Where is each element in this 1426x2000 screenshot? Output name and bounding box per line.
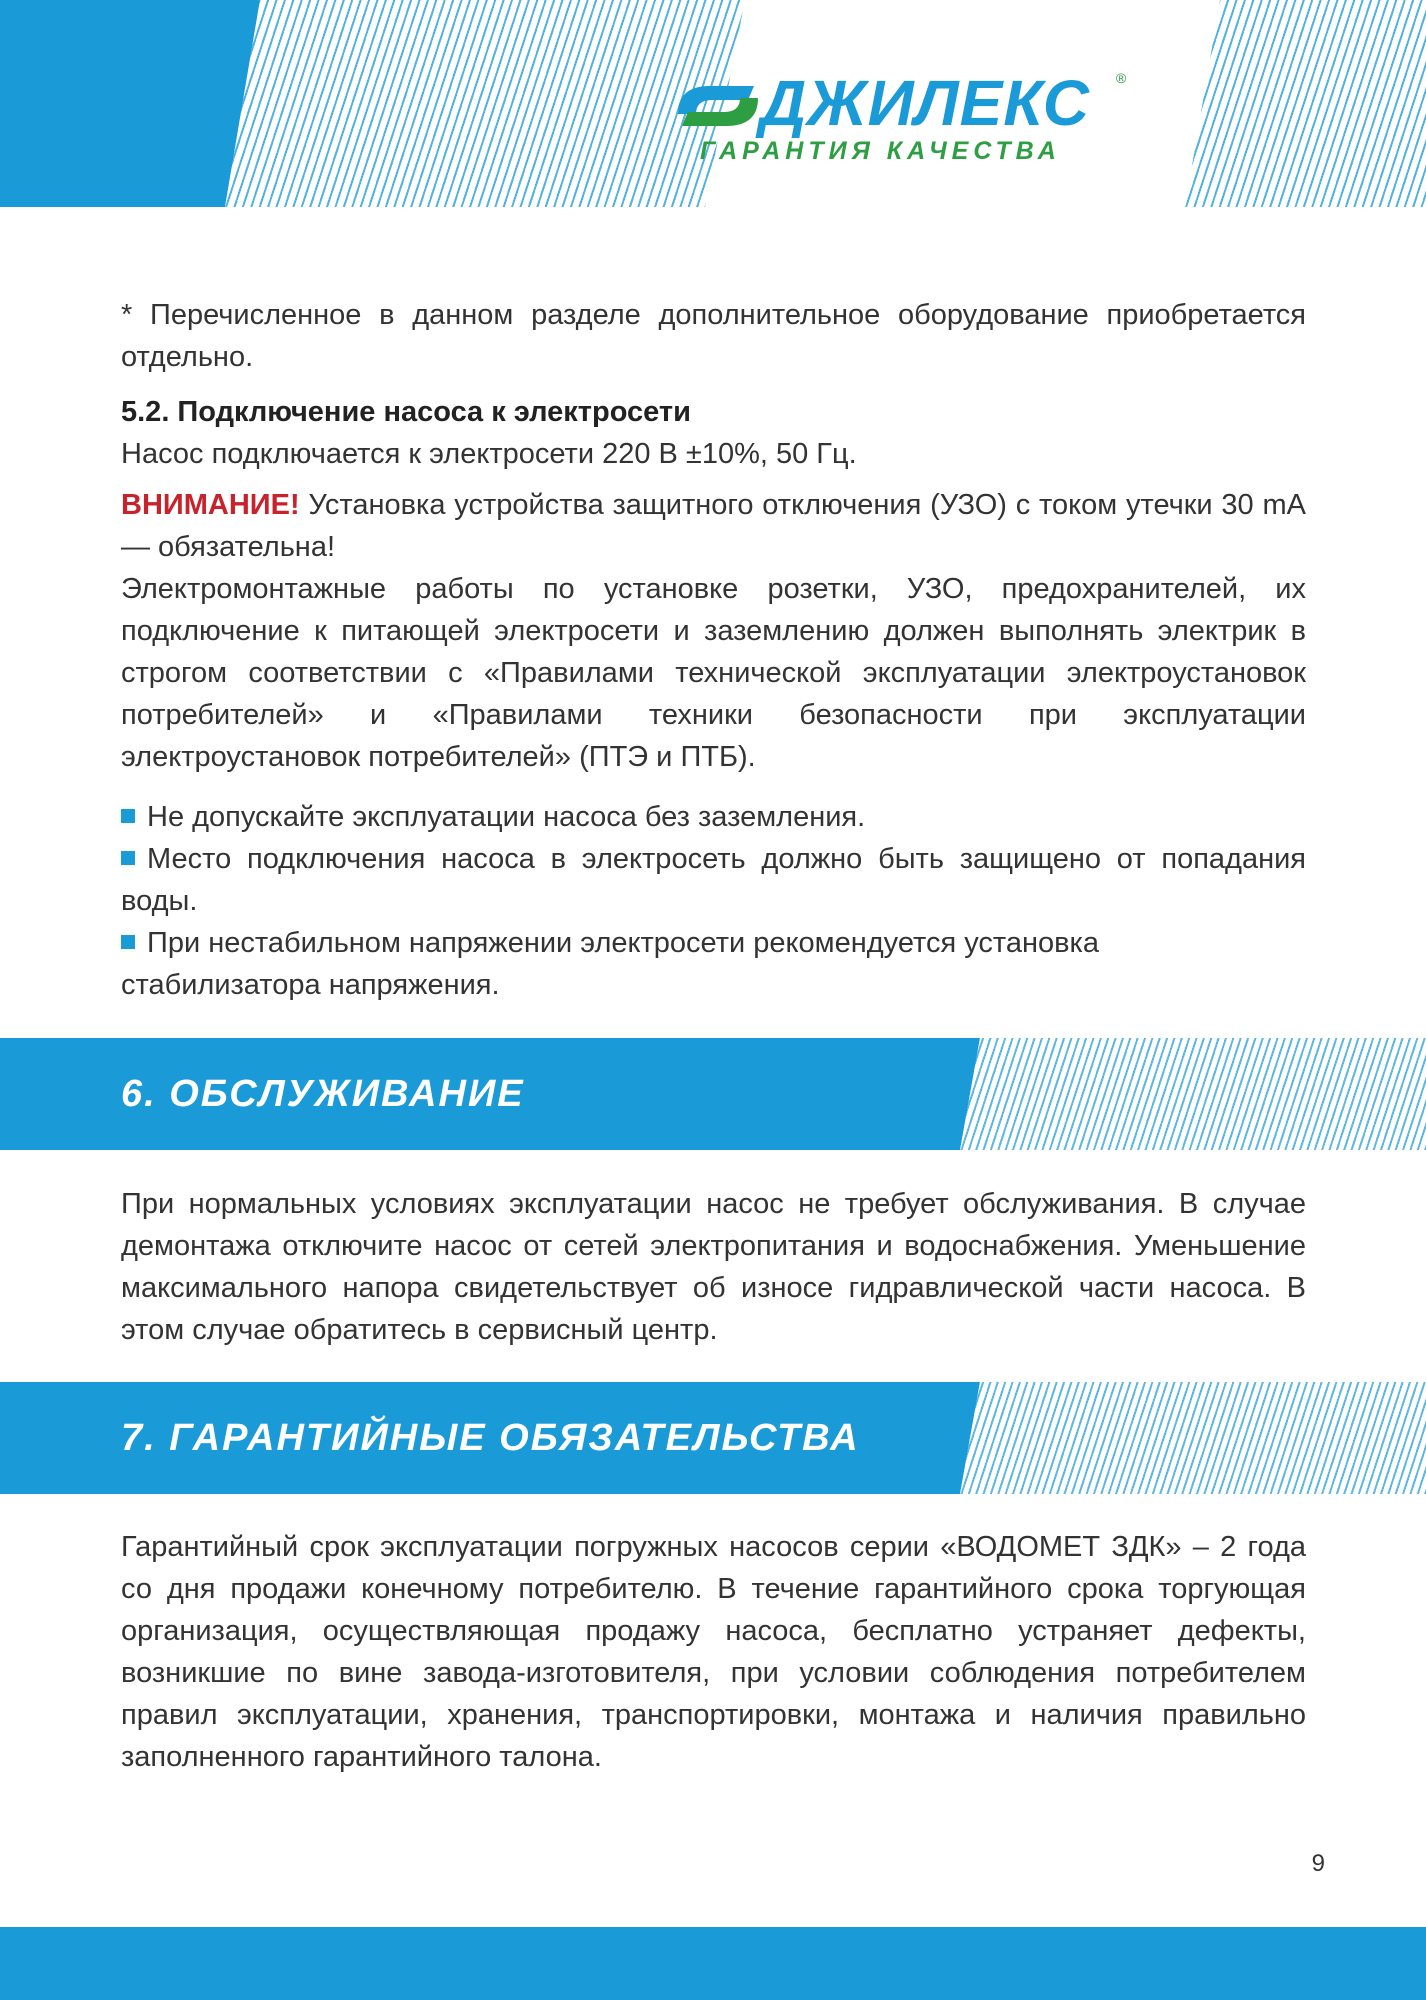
- logo-name: ДЖИЛЕКС: [760, 67, 1090, 139]
- bullet-square-icon: [121, 809, 135, 823]
- list-item-text: Не допускайте эксплуатации насоса без заземления.: [147, 801, 866, 833]
- section-6-banner: [0, 1038, 1426, 1150]
- electrical-works-paragraph: Электромонтажные работы по установке розетки, УЗО, предохранителей, их подключение к питающей электросети и заземлению должен выполнять электрик в строгом соответствии с «Правилами технической эксплуатации электроустановок потребителей» и «Правилами техники безопасности при эксплуатации электроустановок потребителей» (ПТЭ и ПТБ).: [121, 573, 1306, 773]
- bullet-square-icon: [121, 935, 135, 949]
- attention-text: Установка устройства защитного отключения (УЗО) с током утечки 30 mA — обязательна!: [121, 489, 1306, 563]
- header-stripes-right: [1185, 0, 1426, 207]
- page-header: [0, 0, 1426, 207]
- bullet-square-icon: [121, 851, 135, 865]
- page-number: 9: [1311, 1850, 1325, 1877]
- note-paragraph: * Перечисленное в данном разделе дополнительное оборудование приобретается отдельно.: [121, 299, 1306, 373]
- attention-label: ВНИМАНИЕ!: [121, 489, 300, 521]
- section-7-banner: [0, 1382, 1426, 1494]
- footer-bar: [0, 1927, 1426, 2000]
- section-6-title: 6. ОБСЛУЖИВАНИЕ: [121, 1073, 525, 1115]
- banner-stripes: [960, 1038, 1426, 1150]
- brand-logo: [670, 68, 1150, 168]
- logo-mark-icon: [670, 74, 766, 138]
- logo-tagline: ГАРАНТИЯ КАЧЕСТВА: [700, 137, 1061, 165]
- section-6-text: При нормальных условиях эксплуатации насос не требует обслуживания. В случае демонтажа отключите насос от сетей электропитания и водоснабжения. Уменьшение максимального напора свидетельствует об износе гидравлической части насоса. В этом случае обратитесь в сервисный центр.: [121, 1188, 1306, 1346]
- header-accent-block: [0, 0, 260, 207]
- section-7-title: 7. ГАРАНТИЙНЫЕ ОБЯЗАТЕЛЬСТВА: [121, 1417, 860, 1459]
- section-7-text: Гарантийный срок эксплуатации погружных насосов серии «ВОДОМЕТ ЗДК» – 2 года со дня продажи конечному потребителю. В течение гарантийного срока торгующая организация, осуществляющая продажу насоса, бесплатно устраняет дефекты, возникшие по вине завода-изготовителя, при условии соблюдения потребителем правил эксплуатации, хранения, транспортировки, монтажа и наличия правильно заполненного гарантийного талона.: [121, 1531, 1306, 1773]
- list-item-text: Место подключения насоса в электросеть должно быть защищено от попадания воды.: [121, 843, 1306, 917]
- list-item-text: При нестабильном напряжении электросети рекомендуется установка стабилизатора напряжения.: [121, 927, 1099, 1001]
- section-5-2-title: 5.2. Подключение насоса к электросети: [121, 396, 691, 428]
- logo-registered-mark: ®: [1116, 70, 1127, 86]
- list-item: [121, 796, 1306, 838]
- list-item: [121, 922, 1306, 1006]
- attention-paragraph: [121, 484, 1306, 568]
- section-5-2-voltage: Насос подключается к электросети 220 В ±10%, 50 Гц.: [121, 438, 857, 470]
- banner-stripes: [960, 1382, 1426, 1494]
- list-item: [121, 838, 1306, 922]
- header-stripes: [225, 0, 745, 207]
